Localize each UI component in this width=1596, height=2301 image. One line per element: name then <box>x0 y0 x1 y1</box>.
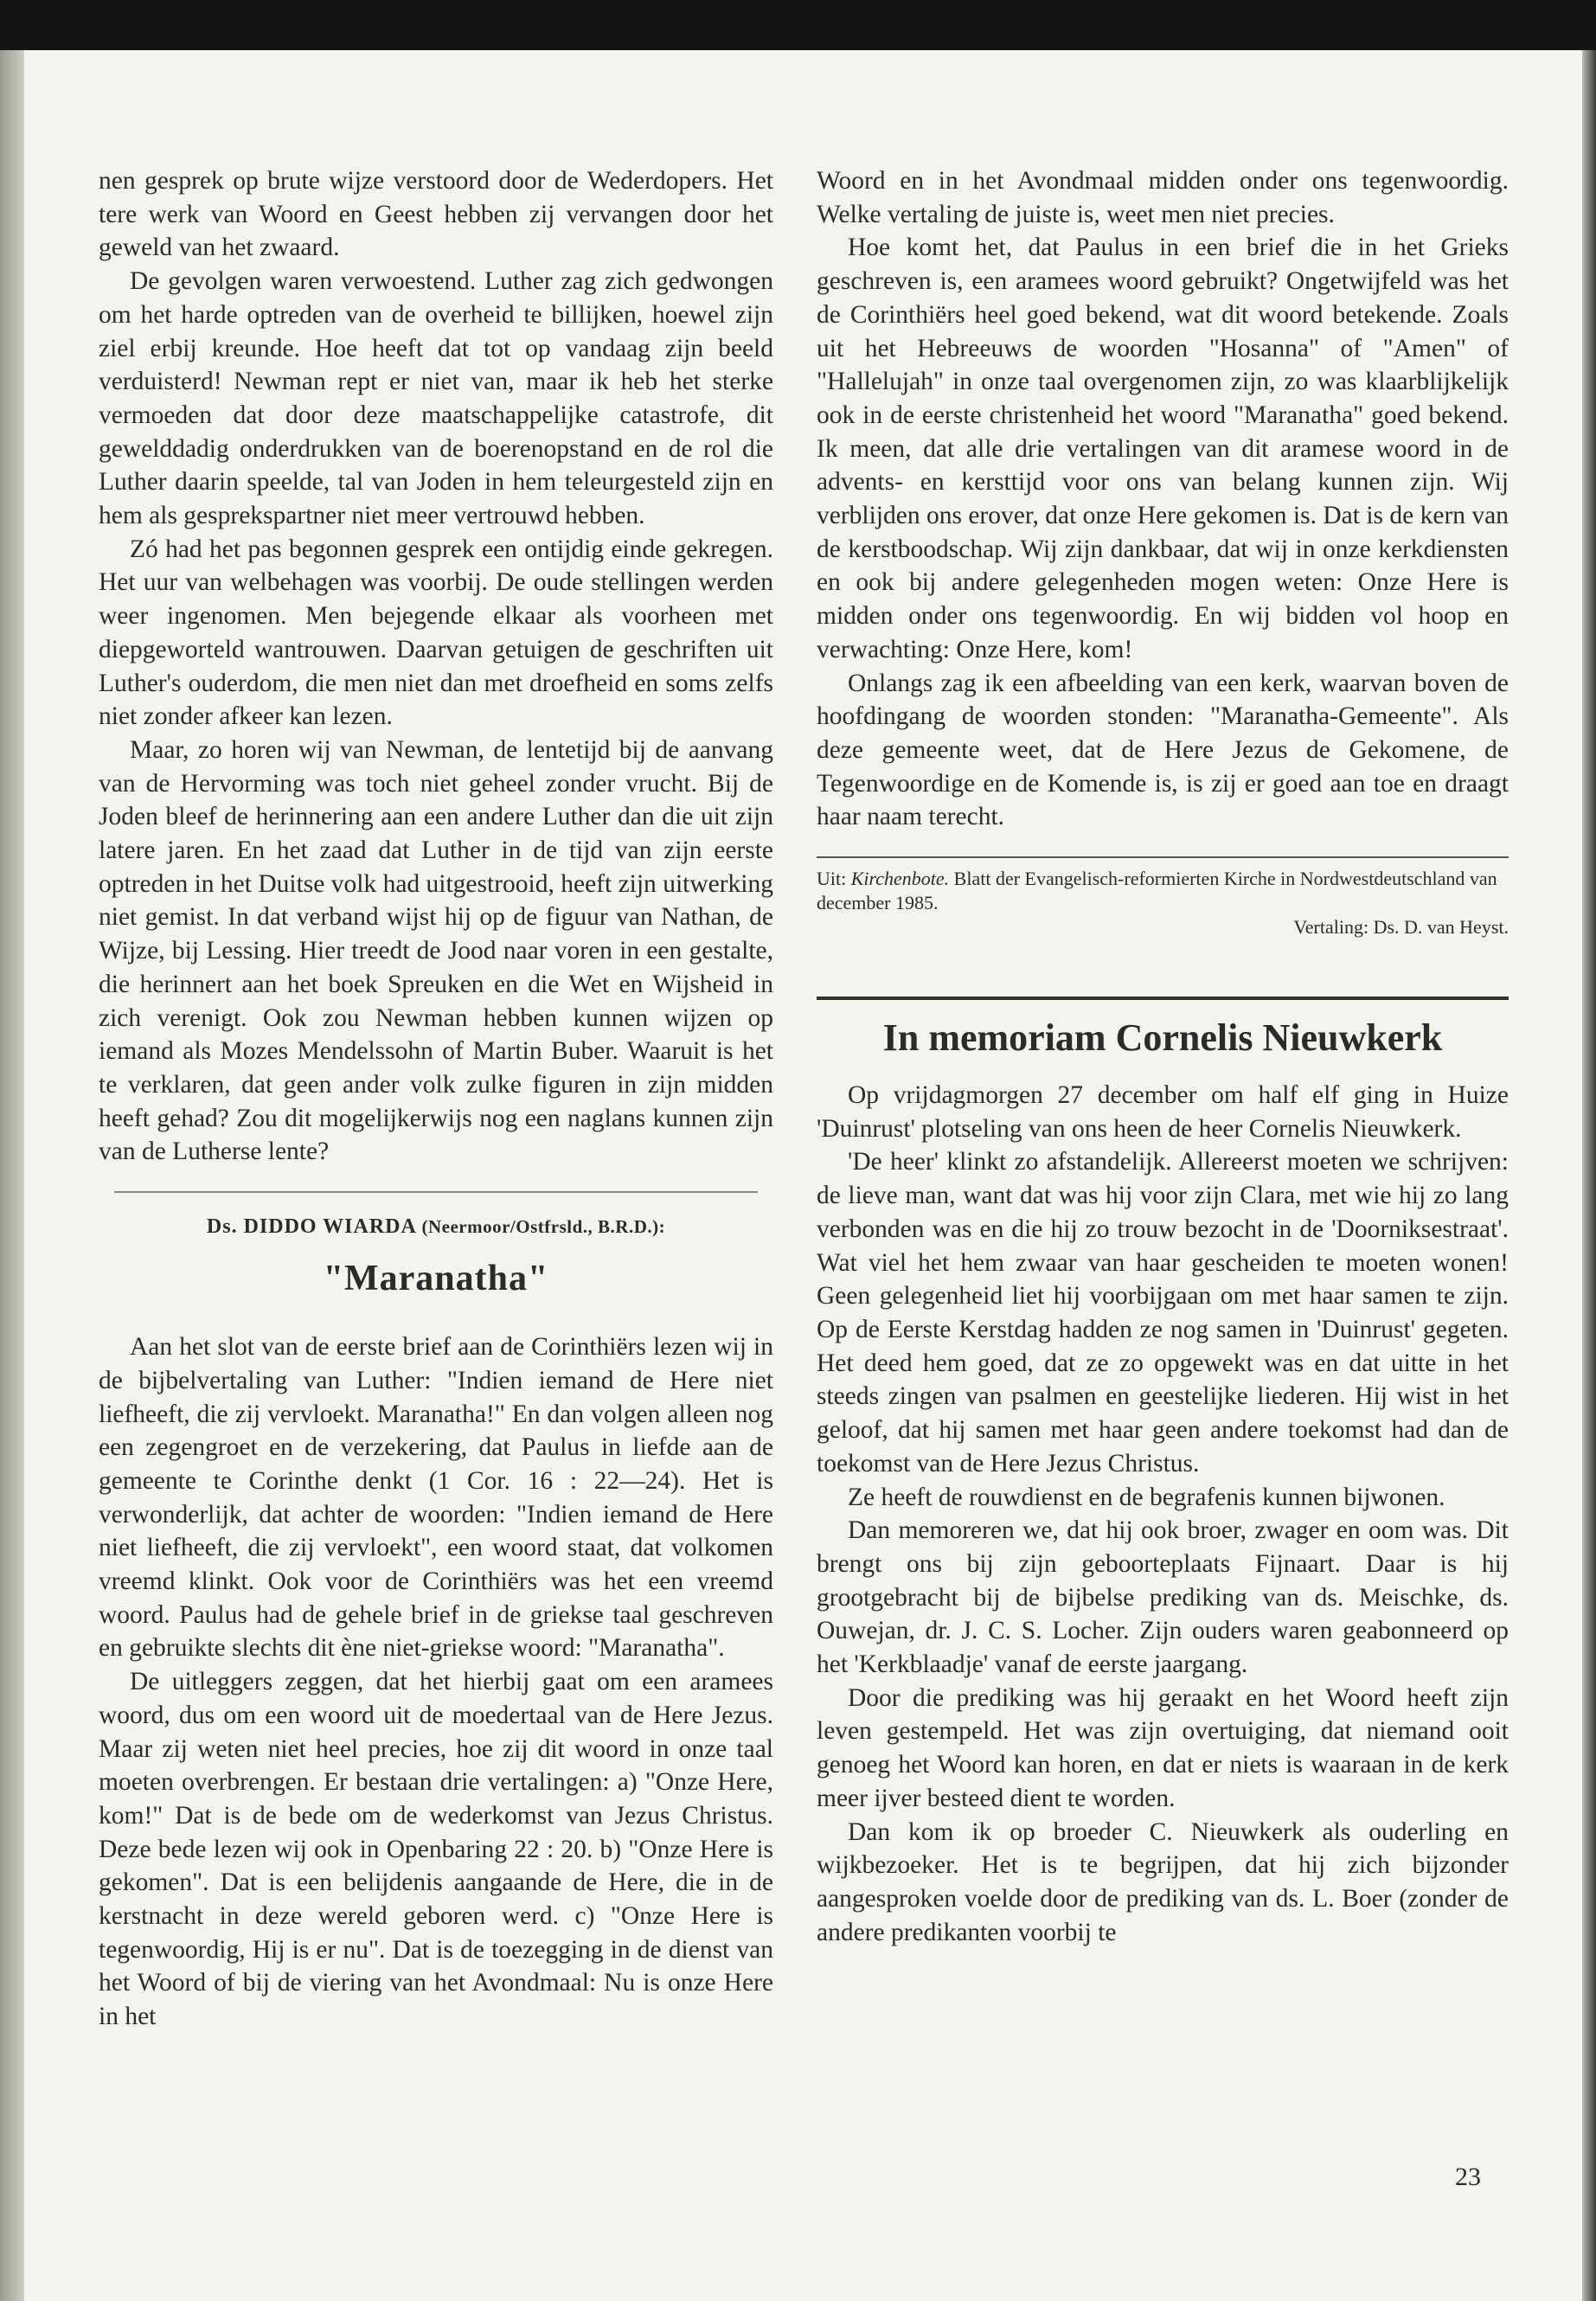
paragraph: Hoe komt het, dat Paulus in een brief die in het Grieks geschreven is, een aramees woord gebruikt? Ongetwijfeld was het de Corinthiërs heel goed bekend, wat dit woord betekende. Zoals uit het Hebreeuws de woorden "Hosanna" of "Amen" of "Hallelujah" in onze taal overgenomen zijn, zo was klaarblijkelijk ook in de eerste christenheid het woord "Maranatha" goed bekend. Ik meen, dat alle drie vertalingen van dit aramese woord in de advents- en kersttijd voor ons van belang kunnen zijn. Wij verblijden ons erover, dat onze Here gekomen is. Dat is de kern van de kerstboodschap. Wij zijn dankbaar, dat wij in onze kerkdiensten en ook bij andere gelegenheden mogen weten: Onze Here is midden onder ons tegenwoordig. En wij bidden vol hoop en verwachting: Onze Here, kom! <box>817 234 1509 663</box>
source-description: Blatt der Evangelisch-reformierten Kirche in Nordwestdeutschland van december 1985. <box>817 868 1497 914</box>
magazine-page <box>24 50 1582 2301</box>
article-byline <box>99 1215 773 1239</box>
paragraph: Door die prediking was hij geraakt en het Woord heeft zijn leven gestempeld. Het was zijn overtuiging, dat niemand ooit genoeg het Woord kan horen, en dat er niets is waaraan in de kerk meer ijver besteed dient te worden. <box>817 1683 1509 1812</box>
paragraph: De uitleggers zeggen, dat het hierbij gaat om een aramees woord, dus om een woord uit de moedertaal van de Here Jezus. Maar zij weten niet heel precies, hoe zij dit woord in onze taal moeten overbrengen. Er bestaan drie vertalingen: a) "Onze Here, kom!" Dat is de bede om de wederkomst van Jezus Christus. Deze bede lezen wij ook in Openbaring 22 : 20. b) "Onze Here is gekomen". Dat is een belijdenis aangaande de Here, die in de kerstnacht in deze wereld geboren werd. c) "Onze Here is tegenwoordig, Hij is er nu". Dat is de toezegging in de dienst van het Woord of bij de viering van het Avondmaal: Nu is onze Here in het <box>99 1668 773 2031</box>
paragraph: nen gesprek op brute wijze verstoord door de Wederdopers. Het tere werk van Woord en Geest hebben zij vervangen door het geweld van het zwaard. <box>99 167 773 262</box>
paragraph: Woord en in het Avondmaal midden onder ons tegenwoordig. Welke vertaling de juiste is, weet men niet precies. <box>817 167 1509 228</box>
paragraph: Zó had het pas begonnen gesprek een ontijdig einde gekregen. Het uur van welbehagen was voorbij. De oude stellingen werden weer ingenomen. Men bejegende elkaar als voorheen met diepgeworteld wantrouwen. Daarvan getuigen de geschriften uit Luther's ouderdom, die men niet dan met droefheid en soms zelfs niet zonder afkeer kan lezen. <box>99 535 773 731</box>
paragraph: Dan kom ik op broeder C. Nieuwkerk als ouderling en wijkbezoeker. Het is te begrijpen, dat hij zich bijzonder aangesproken voelde door de prediking van ds. L. Boer (zonder de andere predikanten voorbij te <box>817 1817 1509 1946</box>
left-column <box>99 164 773 2034</box>
paragraph: Dan memoreren we, dat hij ook broer, zwager en oom was. Dit brengt ons bij zijn geboorteplaats Fijnaart. Daar is hij grootgebracht bij de bijbelse prediking van ds. Meischke, ds. Ouwejan, dr. J. C. S. Locher. Zijn ouders waren geabonneerd op het 'Kerkblaadje' vanaf de eerste jaargang. <box>817 1516 1509 1679</box>
paragraph: 'De heer' klinkt zo afstandelijk. Allereerst moeten we schrijven: de lieve man, want dat was hij voor zijn Clara, met wie hij zo lang verbonden was en die hij zo trouw bezocht in de 'Doorniksestraat'. Wat viel het hem zwaar van haar gescheiden te moeten wonen! Geen gelegenheid liet hij voorbijgaan om met haar samen te zijn. Op de Eerste Kerstdag hadden ze nog samen in 'Duinrust' gegeten. Het deed hem goed, dat ze zo opgewekt was en dat uitte in het steeds zingen van psalmen en geestelijke liederen. Hij wist in het geloof, dat hij samen met haar geen andere toekomst had dan de toekomst van de Here Jezus Christus. <box>817 1148 1509 1477</box>
source-prefix: Uit: <box>817 868 847 890</box>
paragraph: Op vrijdagmorgen 27 december om half elf ging in Huize 'Duinrust' plotseling van ons heen de heer Cornelis Nieuwkerk. <box>817 1081 1509 1143</box>
right-column <box>817 164 1509 1949</box>
translation-credit: Vertaling: Ds. D. van Heyst. <box>1293 916 1509 939</box>
paragraph: De gevolgen waren verwoestend. Luther zag zich gedwongen om het harde optreden van de overheid te billijken, hoewel zijn ziel erbij kreunde. Hoe heeft dat tot op vandaag zijn beeld verduisterd! Newman rept er niet van, maar ik heb het sterke vermoeden dat door deze maatschappelijke catastrofe, dit gewelddadig onderdrukken van de boerenopstand en de rol die Luther daarin speelde, tal van Joden in hem teleurgesteld zijn en hem als gesprekspartner niet meer vertrouwd hebben. <box>99 267 773 530</box>
paragraph: Aan het slot van de eerste brief aan de Corinthiërs lezen wij in de bijbelvertaling van Luther: "Indien iemand de Here niet liefheeft, die zij vervloekt. Maranatha!" En dan volgen alleen nog een zegengroet en de verzekering, dat Paulus in liefde aan de gemeente te Corinthe denkt (1 Cor. 16 : 22—24). Het is verwonderlijk, dat achter de woorden: "Indien iemand de Here niet liefheeft, die zij vervloekt", een woord staat, dat volkomen vreemd klinkt. Ook voor de Corinthiërs was het een vreemd woord. Paulus had de gehele brief in de griekse taal geschreven en gebruikte slechts dit ène niet-griekse woord: "Maranatha". <box>99 1333 773 1663</box>
scan-right-edge <box>1582 50 1596 2301</box>
section-divider <box>114 1191 758 1193</box>
article-title: "Maranatha" <box>323 1259 549 1299</box>
memoriam-title: In memoriam Cornelis Nieuwkerk <box>882 1016 1443 1060</box>
page-number: 23 <box>1455 2163 1481 2191</box>
author-name: Ds. DIDDO WIARDA <box>206 1215 416 1239</box>
author-location: (Neermoor/Ostfrsld., B.R.D.): <box>421 1216 666 1238</box>
paragraph: Onlangs zag ik een afbeelding van een kerk, waarvan boven de hoofdingang de woorden stonden: "Maranatha-Gemeente". Als deze gemeente weet, dat de Here Jezus de Gekomene, de Tegenwoordige en de Komende is, is zij er goed aan toe en draagt haar naam terecht. <box>817 669 1509 831</box>
source-note <box>817 867 1509 939</box>
section-divider <box>817 997 1509 1000</box>
source-publication: Kirchenbote. <box>850 868 950 890</box>
source-divider <box>817 856 1509 858</box>
paragraph: Maar, zo horen wij van Newman, de lentetijd bij de aanvang van de Hervorming was toch niet geheel zonder vrucht. Bij de Joden bleef de herinnering aan een andere Luther dan die uit zijn latere jaren. En het zaad dat Luther in de tijd van zijn eerste optreden in het Duitse volk had uitgestrooid, heeft zijn uitwerking niet gemist. In dat verband wijst hij op de figuur van Nathan, de Wijze, bij Lessing. Hier treedt de Jood naar voren in een gestalte, die herinnert aan het boek Spreuken en die Wet en Wijsheid in zich verenigt. Ook zou Newman hebben kunnen wijzen op iemand als Mozes Mendelssohn of Martin Buber. Waaruit is het te verklaren, dat geen ander volk zulke figuren in zijn midden heeft gehad? Zou dit mogelijkerwijs nog een naglans kunnen zijn van de Lutherse lente? <box>99 735 773 1166</box>
paragraph: Ze heeft de rouwdienst en de begrafenis kunnen bijwonen. <box>848 1483 1445 1511</box>
scan-top-border <box>0 0 1596 50</box>
scan-binding-edge <box>0 50 24 2301</box>
